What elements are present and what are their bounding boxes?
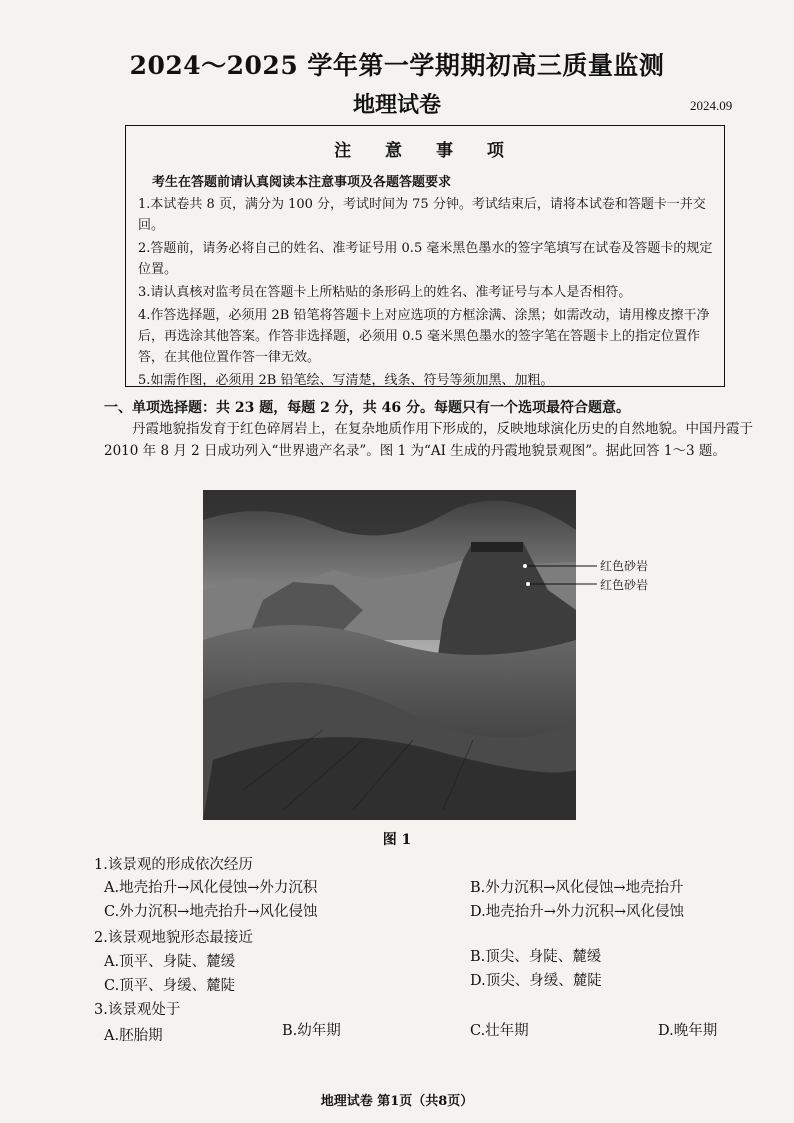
section-heading: 一、单项选择题：共 23 题，每题 2 分，共 46 分。每题只有一个选项最符合题意。 — [104, 400, 630, 416]
question-2-option-a[interactable]: A.顶平、身陡、麓缓 — [104, 954, 236, 970]
question-3-option-d[interactable]: D.晚年期 — [658, 1023, 718, 1039]
question-1-stem: 1.该景观的形成依次经历 — [94, 857, 253, 873]
notice-item-3: 3.请认真核对监考员在答题卡上所粘贴的条形码上的姓名、准考证号与本人是否相符。 — [138, 285, 632, 300]
danxia-landscape-photo — [203, 490, 576, 820]
notice-box — [125, 125, 725, 387]
question-2-option-d[interactable]: D.顶尖、身缓、麓陡 — [470, 973, 602, 989]
question-3-option-c[interactable]: C.壮年期 — [470, 1023, 529, 1039]
notice-item-1: 1.本试卷共 8 页，满分为 100 分，考试时间为 75 分钟。考试结束后，请将本试卷和答题卡一并交回。 — [138, 197, 706, 233]
page-footer: 地理试卷 第1页（共8页） — [320, 1094, 474, 1109]
notice-item-2: 2.答题前，请务必将自己的姓名、准考证号用 0.5 毫米黑色墨水的签字笔填写在试卷及答题卡的规定位置。 — [138, 241, 713, 277]
question-1-option-b[interactable]: B.外力沉积→风化侵蚀→地壳抬升 — [470, 880, 684, 896]
question-2-option-c[interactable]: C.顶平、身缓、麓陡 — [104, 978, 236, 994]
exam-subtitle: 地理试卷 — [352, 92, 441, 118]
figure-label-2: 红色砂岩 — [600, 578, 649, 592]
notice-intro: 考生在答题前请认真阅读本注意事项及各题答题要求 — [152, 175, 452, 190]
notice-item-4: 4.作答选择题，必须用 2B 铅笔将答题卡上对应选项的方框涂满、涂黑；如需改动，请用橡皮擦干净后，再选涂其他答案。作答非选择题，必须用 0.5 毫米黑色墨水的签字笔在答题卡上的指定位置作答，在其他位置作答一律无效。 — [138, 308, 710, 365]
question-3-option-b[interactable]: B.幼年期 — [282, 1023, 341, 1039]
question-1-option-a[interactable]: A.地壳抬升→风化侵蚀→外力沉积 — [104, 880, 318, 896]
question-2-stem: 2.该景观地貌形态最接近 — [94, 930, 253, 946]
notice-title: 注 意 事 项 — [334, 141, 518, 161]
question-3-option-a[interactable]: A.胚胎期 — [104, 1028, 163, 1044]
question-3-stem: 3.该景观处于 — [94, 1002, 181, 1018]
figure-label-1: 红色砂岩 — [600, 559, 649, 573]
exam-date: 2024.09 — [690, 98, 733, 113]
exam-title: 2024～2025 学年第一学期期初高三质量监测 — [129, 51, 665, 80]
notice-item-5: 5.如需作图，必须用 2B 铅笔绘、写清楚，线条、符号等须加黑、加粗。 — [138, 373, 554, 388]
question-1-option-d[interactable]: D.地壳抬升→外力沉积→风化侵蚀 — [470, 904, 685, 920]
question-1-option-c[interactable]: C.外力沉积→地壳抬升→风化侵蚀 — [104, 904, 318, 920]
figure-caption: 图 1 — [382, 832, 412, 848]
question-2-option-b[interactable]: B.顶尖、身陡、麓缓 — [470, 949, 602, 965]
passage-text: 丹霞地貌指发育于红色碎屑岩上，在复杂地质作用下形成的，反映地球演化历史的自然地貌。中国丹霞于 2010 年 8 月 2 日成功列入“世界遗产名录”。图 1 为“AI 生成的丹霞地貌景观图”。据此回答 1～3 题。 — [104, 421, 753, 459]
